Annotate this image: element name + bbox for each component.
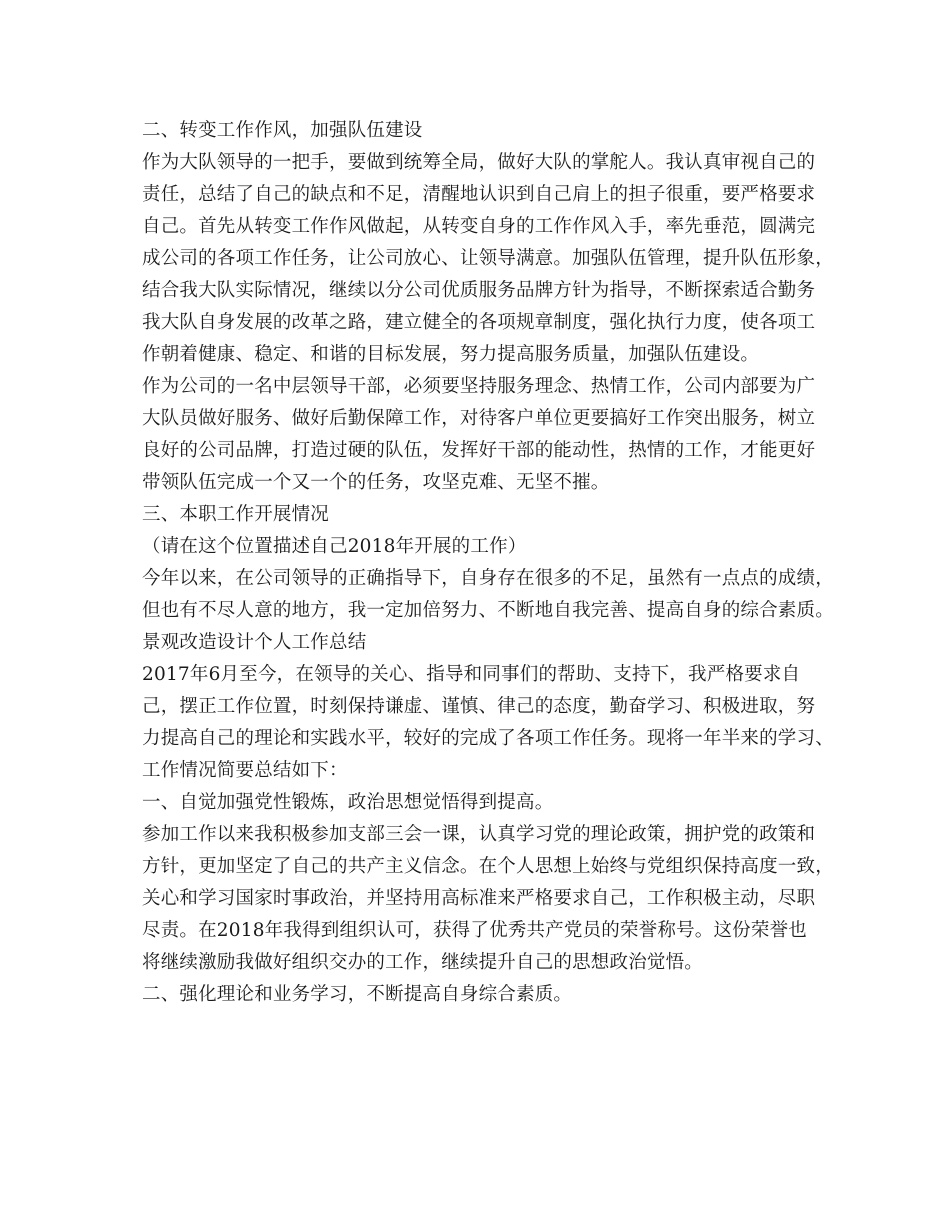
text-line: 成公司的各项工作任务，让公司放心、让领导满意。加强队伍管理，提升队伍形象， — [142, 248, 834, 269]
document-body — [142, 115, 834, 1011]
text-line: 2017年6月至今，在领导的关心、指导和同事们的帮助、支持下，我严格要求自 — [142, 664, 801, 685]
text-line: 关心和学习国家时事政治，并坚持用高标准来严格要求自己，工作积极主动，尽职 — [142, 888, 816, 909]
text-line: 力提高自己的理论和实践水平，较好的完成了各项工作任务。现将一年半来的学习、 — [142, 728, 834, 749]
text-line: 作为大队领导的一把手，要做到统筹全局，做好大队的掌舵人。我认真审视自己的 — [142, 152, 816, 173]
text-line: 将继续激励我做好组织交办的工作，继续提升自己的思想政治觉悟。 — [142, 952, 704, 973]
text-line: 作朝着健康、稳定、和谐的目标发展，努力提高服务质量，加强队伍建设。 — [142, 344, 760, 365]
text-line: 尽责。在2018年我得到组织认可，获得了优秀共产党员的荣誉称号。这份荣誉也 — [142, 920, 807, 941]
text-line: 己，摆正工作位置，时刻保持谦虚、谨慎、律己的态度，勤奋学习、积极进取，努 — [142, 696, 816, 717]
text-line: 但也有不尽人意的地方，我一定加倍努力、不断地自我完善、提高自身的综合素质。 — [142, 600, 834, 621]
document-title: 景观改造设计个人工作总结 — [142, 632, 367, 653]
text-line: 责任，总结了自己的缺点和不足，清醒地认识到自己肩上的担子很重，要严格要求 — [142, 184, 816, 205]
text-line: 大队员做好服务、做好后勤保障工作，对待客户单位更要搞好工作突出服务，树立 — [142, 408, 816, 429]
text-line: （请在这个位置描述自己2018年开展的工作） — [142, 536, 527, 557]
section-heading: 一、自觉加强党性锻炼，政治思想觉悟得到提高。 — [142, 792, 554, 813]
section-heading: 二、转变工作作风，加强队伍建设 — [142, 120, 423, 141]
text-line: 作为公司的一名中层领导干部，必须要坚持服务理念、热情工作，公司内部要为广 — [142, 376, 816, 397]
text-line: 我大队自身发展的改革之路，建立健全的各项规章制度，强化执行力度，使各项工 — [142, 312, 816, 333]
text-line: 带领队伍完成一个又一个的任务，攻坚克难、无坚不摧。 — [142, 472, 610, 493]
text-line: 工作情况简要总结如下： — [142, 760, 348, 781]
text-line: 今年以来，在公司领导的正确指导下，自身存在很多的不足，虽然有一点点的成绩， — [142, 568, 834, 589]
text-line: 结合我大队实际情况，继续以分公司优质服务品牌方针为指导，不断探索适合勤务 — [142, 280, 816, 301]
text-line: 方针，更加坚定了自己的共产主义信念。在个人思想上始终与党组织保持高度一致， — [142, 856, 834, 877]
text-line: 参加工作以来我积极参加支部三会一课，认真学习党的理论政策，拥护党的政策和 — [142, 824, 816, 845]
text-line: 自己。首先从转变工作作风做起，从转变自身的工作作风入手，率先垂范，圆满完 — [142, 216, 816, 237]
text-line: 良好的公司品牌，打造过硬的队伍，发挥好干部的能动性，热情的工作，才能更好 — [142, 440, 816, 461]
section-heading: 二、强化理论和业务学习，不断提高自身综合素质。 — [142, 984, 573, 1005]
section-heading: 三、本职工作开展情况 — [142, 504, 330, 525]
